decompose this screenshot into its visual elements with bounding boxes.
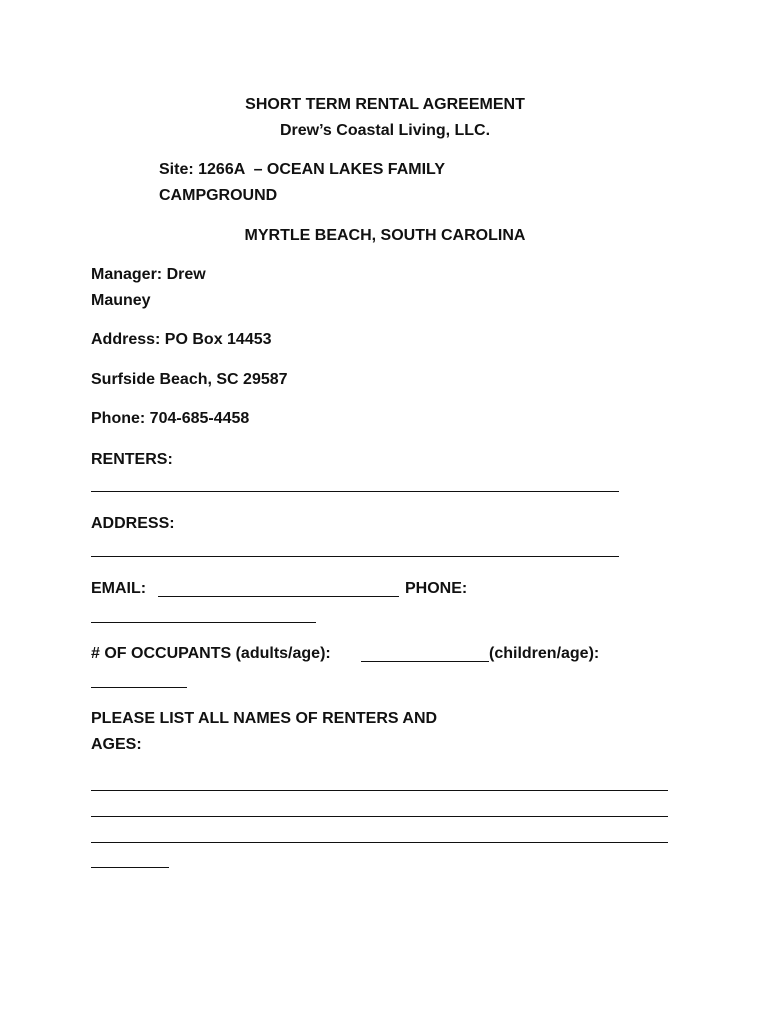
document-title: SHORT TERM RENTAL AGREEMENT [245, 96, 525, 113]
names-fill-line[interactable] [91, 867, 169, 868]
manager-line-2: Mauney [91, 292, 151, 309]
occupants-adults-fill-line[interactable] [361, 661, 489, 662]
names-fill-line[interactable] [91, 842, 668, 843]
names-instruction-line-1: PLEASE LIST ALL NAMES OF RENTERS AND [91, 710, 438, 727]
email-fill-line[interactable] [158, 596, 399, 597]
site-line-1: Site: 1266A – OCEAN LAKES FAMILY [159, 161, 445, 178]
email-label: EMAIL: [91, 580, 147, 597]
manager-line-1: Manager: Drew [91, 266, 206, 283]
manager-city: Surfside Beach, SC 29587 [91, 371, 288, 388]
phone-fill-line[interactable] [91, 622, 316, 623]
manager-phone: Phone: 704-685-4458 [91, 410, 250, 427]
location: MYRTLE BEACH, SOUTH CAROLINA [244, 227, 526, 244]
site-line-2: CAMPGROUND [159, 187, 278, 204]
company-name: Drew’s Coastal Living, LLC. [279, 122, 491, 139]
names-fill-line[interactable] [91, 816, 668, 817]
occupants-children-label: (children/age): [489, 645, 600, 662]
address-fill-line[interactable] [91, 556, 619, 557]
names-fill-line[interactable] [91, 790, 668, 791]
address-label: ADDRESS: [91, 515, 175, 532]
occupants-adults-label: # OF OCCUPANTS (adults/age): [91, 645, 331, 662]
phone-label: PHONE: [405, 580, 468, 597]
names-instruction-line-2: AGES: [91, 736, 142, 753]
renters-fill-line[interactable] [91, 491, 619, 492]
occupants-children-fill-line[interactable] [91, 687, 187, 688]
renters-label: RENTERS: [91, 451, 173, 468]
manager-address: Address: PO Box 14453 [91, 331, 272, 348]
